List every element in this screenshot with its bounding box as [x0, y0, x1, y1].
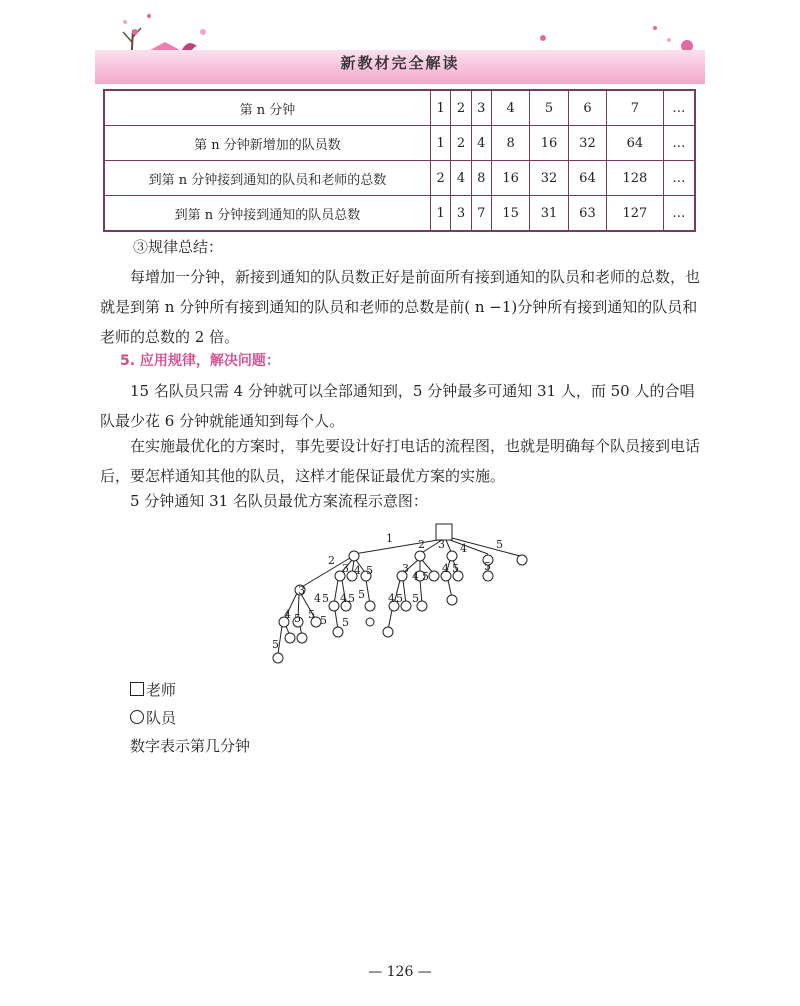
- row-label: 第 n 分钟: [104, 90, 431, 126]
- table-cell: 5: [530, 90, 568, 126]
- svg-text:5: 5: [496, 538, 503, 551]
- table-cell: 3: [471, 90, 491, 126]
- table-cell: …: [663, 126, 695, 161]
- step5-title: 5. 应用规律，解决问题：: [120, 353, 280, 369]
- table-cell: 63: [568, 196, 606, 232]
- table-row: [104, 196, 695, 232]
- table-cell: 64: [568, 161, 606, 196]
- svg-text:5: 5: [422, 570, 429, 583]
- table-row: [104, 161, 695, 196]
- table-cell: 16: [491, 161, 529, 196]
- table-cell: 15: [491, 196, 529, 232]
- svg-text:5: 5: [320, 614, 327, 627]
- svg-text:5: 5: [322, 592, 329, 605]
- svg-text:5: 5: [272, 638, 279, 651]
- table-row: [104, 90, 695, 126]
- summary-title: ③规律总结：: [133, 238, 224, 256]
- table-cell: 1: [431, 126, 451, 161]
- result-text: 15 名队员只需 4 分钟就可以全部通知到，5 分钟最多可通知 31 人，而 50 人的合唱队最少花 6 分钟就能通知到每个人。: [100, 382, 695, 430]
- legend-member-label: 队员: [146, 709, 177, 727]
- svg-text:3: 3: [298, 584, 305, 597]
- svg-text:1: 1: [386, 532, 393, 545]
- svg-text:5: 5: [342, 616, 349, 629]
- svg-text:5: 5: [366, 564, 373, 577]
- table-cell: …: [663, 161, 695, 196]
- svg-text:4: 4: [388, 592, 395, 605]
- legend-member: [130, 706, 176, 730]
- table-cell: 128: [607, 161, 664, 196]
- svg-text:4: 4: [284, 608, 291, 621]
- table-cell: 64: [607, 126, 664, 161]
- svg-text:5: 5: [294, 612, 301, 625]
- svg-text:3: 3: [402, 562, 409, 575]
- svg-text:5: 5: [396, 592, 403, 605]
- svg-text:4: 4: [354, 564, 361, 577]
- table-cell: 2: [451, 90, 471, 126]
- svg-text:5: 5: [348, 592, 355, 605]
- table-cell: 2: [451, 126, 471, 161]
- diagram-caption: 5 分钟通知 31 名队员最优方案流程示意图：: [130, 492, 428, 510]
- page-header: [95, 12, 705, 82]
- table-cell: 8: [491, 126, 529, 161]
- flow-tree-diagram: [262, 518, 538, 668]
- svg-text:2: 2: [328, 554, 335, 567]
- svg-text:4: 4: [340, 592, 347, 605]
- page-number: — 126 —: [368, 964, 432, 980]
- legend-teacher-label: 老师: [146, 681, 177, 699]
- svg-text:5: 5: [412, 592, 419, 605]
- table-cell: 16: [530, 126, 568, 161]
- table-cell: 4: [491, 90, 529, 126]
- svg-text:4: 4: [412, 570, 419, 583]
- square-icon: [130, 682, 144, 696]
- legend-teacher: [130, 678, 176, 702]
- svg-text:4: 4: [460, 542, 467, 555]
- svg-text:5: 5: [308, 608, 315, 621]
- svg-text:4: 4: [442, 562, 449, 575]
- notification-table: [103, 89, 696, 232]
- svg-text:4: 4: [314, 592, 321, 605]
- summary-text: 每增加一分钟，新接到通知的队员数正好是前面所有接到通知的队员和老师的总数，也就是到第 n 分钟所有接到通知的队员和老师的总数是前( n −1)分钟所有接到通知的队员和老师的总数的 2 倍。: [100, 268, 701, 346]
- table-cell: 32: [568, 126, 606, 161]
- table-cell: 31: [530, 196, 568, 232]
- svg-text:3: 3: [342, 562, 349, 575]
- table-cell: 1: [431, 90, 451, 126]
- table-cell: 6: [568, 90, 606, 126]
- table-cell: 2: [431, 161, 451, 196]
- table-cell: 4: [451, 161, 471, 196]
- table-cell: …: [663, 196, 695, 232]
- svg-text:2: 2: [418, 538, 425, 551]
- svg-text:5: 5: [484, 560, 491, 573]
- table-cell: …: [663, 90, 695, 126]
- row-label: 第 n 分钟新增加的队员数: [104, 126, 431, 161]
- table-cell: 7: [471, 196, 491, 232]
- table-cell: 7: [607, 90, 664, 126]
- svg-text:5: 5: [452, 562, 459, 575]
- table-cell: 3: [451, 196, 471, 232]
- svg-text:3: 3: [438, 538, 445, 551]
- table-cell: 32: [530, 161, 568, 196]
- table-cell: 8: [471, 161, 491, 196]
- table-cell: 4: [471, 126, 491, 161]
- header-title: 新教材完全解读: [340, 54, 460, 72]
- row-label: 到第 n 分钟接到通知的队员和老师的总数: [104, 161, 431, 196]
- svg-text:5: 5: [358, 588, 365, 601]
- table-row: [104, 126, 695, 161]
- row-label: 到第 n 分钟接到通知的队员总数: [104, 196, 431, 232]
- design-text: 在实施最优化的方案时，事先要设计好打电话的流程图，也就是明确每个队员接到电话后，要怎样通知其他的队员，这样才能保证最优方案的实施。: [100, 437, 701, 485]
- table-cell: 1: [431, 196, 451, 232]
- table-cell: 127: [607, 196, 664, 232]
- circle-icon: [130, 710, 144, 724]
- legend-number: 数字表示第几分钟: [130, 737, 251, 755]
